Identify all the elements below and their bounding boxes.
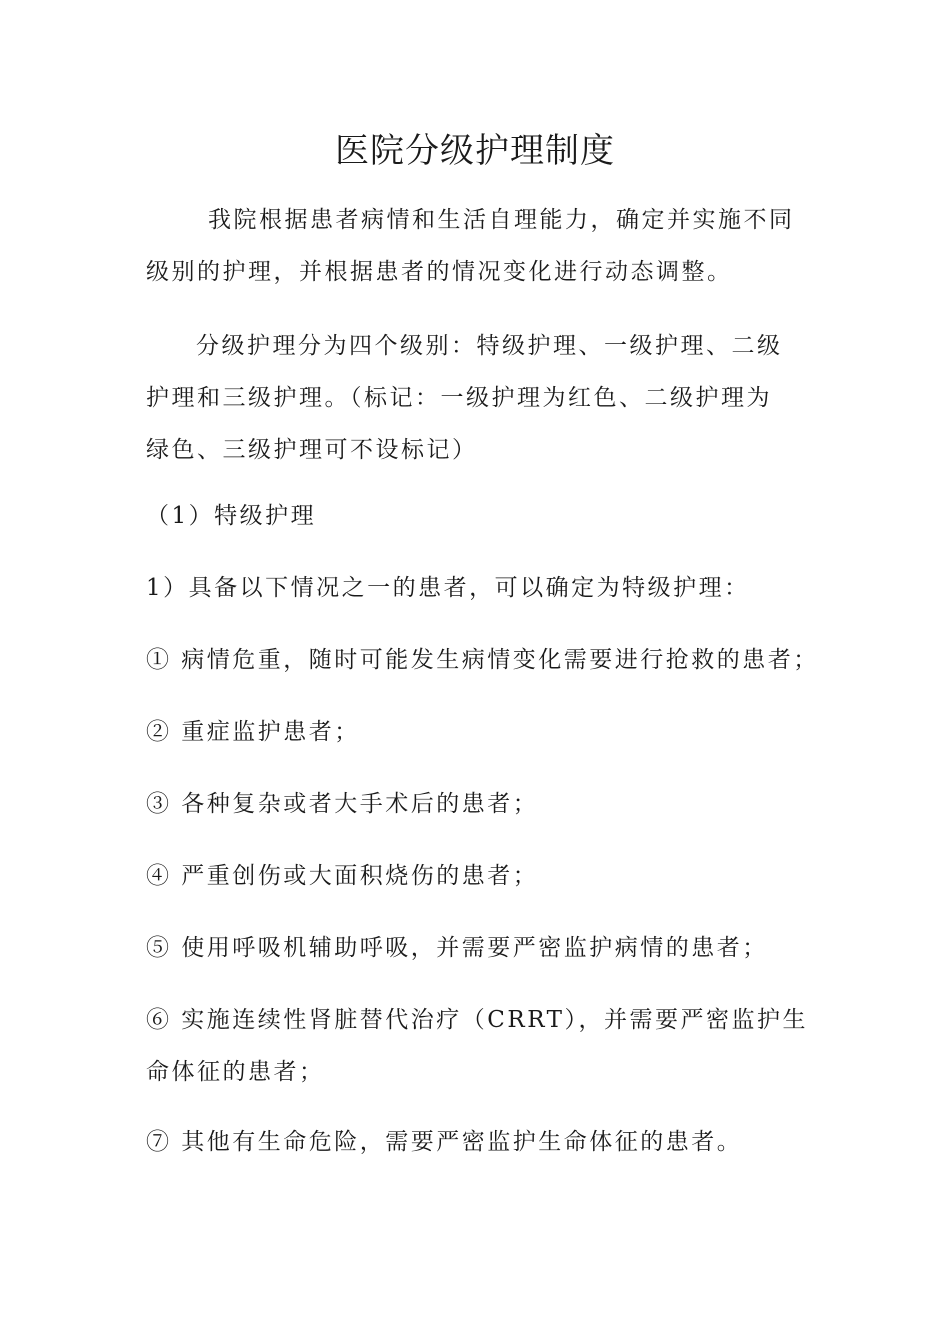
criteria-intro <box>146 562 811 614</box>
criteria-item-2 <box>146 706 811 758</box>
intro-paragraph <box>146 194 811 298</box>
paragraph-line: 绿色、三级护理可不设标记） <box>146 437 478 463</box>
criteria-item-6 <box>146 994 811 1098</box>
list-item: ② 重症监护患者； <box>146 719 360 745</box>
criteria-item-7 <box>146 1116 811 1168</box>
list-item: ⑥ 实施连续性肾脏替代治疗（CRRT），并需要严密监护生 <box>146 1007 808 1033</box>
list-item: ⑤ 使用呼吸机辅助呼吸，并需要严密监护病情的患者； <box>146 935 768 961</box>
list-item: ① 病情危重，随时可能发生病情变化需要进行抢救的患者； <box>146 647 819 673</box>
criteria-item-3 <box>146 778 811 830</box>
paragraph-line: 我院根据患者病情和生活自理能力，确定并实施不同 <box>208 207 795 233</box>
paragraph-line: 1）具备以下情况之一的患者，可以确定为特级护理： <box>146 575 750 601</box>
section-heading: （1）特级护理 <box>146 503 317 529</box>
criteria-item-4 <box>146 850 811 902</box>
paragraph-line: 级别的护理，并根据患者的情况变化进行动态调整。 <box>146 259 733 285</box>
list-item-continuation: 命体征的患者； <box>146 1059 325 1085</box>
levels-paragraph <box>146 320 811 476</box>
list-item: ④ 严重创伤或大面积烧伤的患者； <box>146 863 539 889</box>
criteria-item-1 <box>146 634 819 686</box>
paragraph-line: 分级护理分为四个级别：特级护理、一级护理、二级 <box>196 333 783 359</box>
document-title: 医院分级护理制度 <box>335 131 615 171</box>
criteria-item-5 <box>146 922 811 974</box>
paragraph-line: 护理和三级护理。（标记：一级护理为红色、二级护理为 <box>146 385 772 411</box>
list-item: ③ 各种复杂或者大手术后的患者； <box>146 791 539 817</box>
list-item: ⑦ 其他有生命危险，需要严密监护生命体征的患者。 <box>146 1129 743 1155</box>
section-heading-special-care <box>146 490 811 542</box>
